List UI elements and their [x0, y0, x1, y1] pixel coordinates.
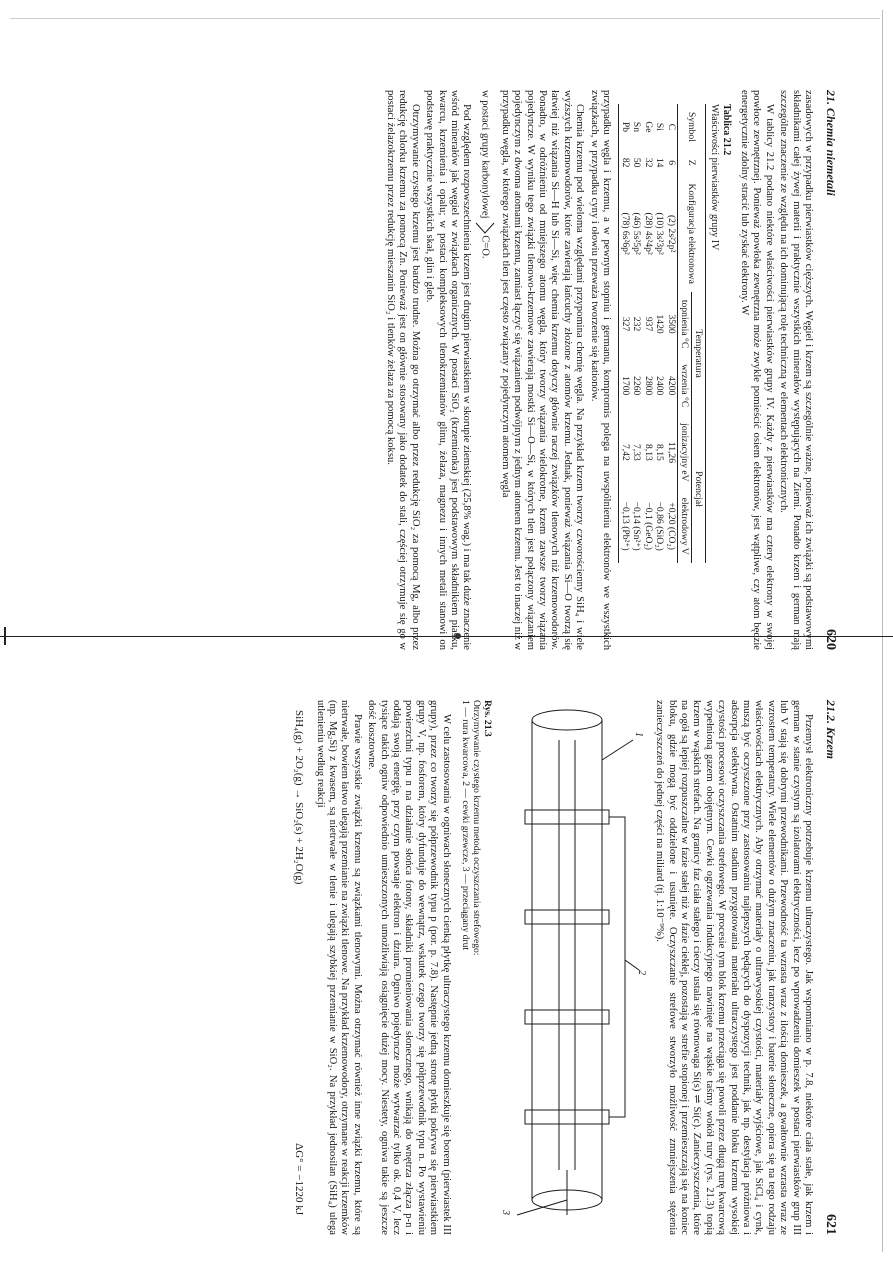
table-cell: (46) 5s²5p² — [631, 212, 643, 255]
table-row — [619, 104, 631, 563]
table-cell: Si — [654, 122, 666, 131]
paragraph: Pod względem rozpowszechnienia krzem jest drugim pierwiastkiem w skorupie ziemskiej (25,8% wag.) i ma tak duże znaczenie wśród minerałów jak węgiel w związkach organicznych. W postaci SiO₂ (krzemionka) jest podstawowym składnikiem piasku, kwarcu, krzemienia i opalu; w postaci kompleksowych tlenokrzemianów glinu, żelaza, magnezu i innych metali stanowi on podstawę praktycznie wszystkich skał, glin i gleb. — [424, 90, 473, 650]
page-621 — [118, 700, 838, 1235]
table-cell: 32 — [642, 157, 654, 168]
callout-label-1: 1 — [632, 732, 644, 737]
callout-label-3: 3 — [499, 1210, 511, 1215]
table-cell: 327 — [619, 292, 631, 356]
table-label: Tablica 21.2 — [720, 104, 732, 156]
paragraph: W tablicy 21.2 podano niektóre właściwości pierwiastków grupy IV. Każdy z pierwiastków ma cztery elektrony w swojej powłoce zewnętrznej. Ponieważ powłoka zewnętrzna może zwykle pomieścić osiem elektronów, jest wątpliwe, czy atom będzie energetycznie zdolny stracić lub zyskać elektrony. W — [738, 90, 775, 650]
paragraph: Otrzymywanie czystego krzemu jest bardzo trudne. Można go otrzymać albo przez redukcję SiO₂ za pomocą Mg, albo przez redukcję chlorku krzemu za pomocą Zn. Ponieważ jest on głównie stosowany jako dodatek do stali, częściej otrzymuje się go w postaci żelazokrzemu przez redukcję mieszanin SiO₂ i tlenków żelaza za pomocą koksu. — [384, 90, 421, 650]
carbonyl-line — [474, 90, 496, 650]
table-cell: −0,1 (GeO₂) — [642, 502, 654, 550]
carbonyl-text: w postaci grupy karbonylowej — [479, 90, 491, 219]
table-header: Symbol — [677, 104, 705, 150]
table-cell: 232 — [631, 316, 643, 332]
table-subheader: wrzenia °C — [677, 356, 691, 415]
table-cell: 14 — [654, 157, 666, 168]
table-cell: (28) 4s²4p² — [642, 212, 654, 255]
heating-coil — [525, 810, 609, 824]
page-header — [822, 700, 838, 1235]
table-cell: 2400 — [654, 376, 666, 396]
paragraph: przypadku węgla i krzemu, a w pewnym stopniu i germanu, kompromis polega na uwspólnieniu elektronów we wszystkich związkach, w przypadku cyny i ołowiu przeważa tworzenie się kationów. — [588, 90, 613, 650]
table-cell: Pb — [619, 104, 631, 150]
table-cell: 2260 — [631, 376, 643, 396]
table-subheader: topnienia °C — [677, 292, 691, 356]
callout-label-2: 2 — [635, 970, 647, 975]
table-subheader: jonizacyjny eV — [677, 415, 691, 489]
coil-connector — [609, 817, 625, 1117]
table-row — [654, 104, 666, 563]
table-cell: 6 — [665, 160, 677, 166]
reaction-equation — [293, 710, 305, 1215]
table-cell: Ge — [642, 121, 654, 133]
table-cell: 7,42 — [619, 415, 631, 489]
table-cell: (2) 2s²2p² — [665, 214, 677, 253]
table-cell: 3500 — [665, 314, 677, 334]
quartz-tube-end-left — [532, 710, 602, 730]
table-cell: 2800 — [642, 376, 654, 396]
page-header — [822, 90, 838, 650]
table-title: Właściwości pierwiastków grupy IV — [708, 104, 720, 251]
paragraph: zasadowych w przypadku pierwiastków cięższych. Węgiel i krzem są szczególnie ważne, ponieważ ich związki są podstawowymi składnikami całej żywej materii i praktycznie wszystkich minerałów występujących na Ziemi. Ponadto krzem i german mają szczególne znaczenie ze względu na ich dominującą rolę techniczną w elementach elektronicznych. — [778, 90, 814, 650]
table-header: Temperatura — [691, 292, 705, 415]
table-cell: 937 — [642, 316, 654, 332]
callout-line-2 — [625, 960, 639, 970]
table-cell: C — [665, 123, 677, 131]
table-cell: (78) 6s²6p² — [619, 175, 631, 291]
table-header: Potencjał — [691, 415, 705, 562]
table-caption — [708, 104, 732, 650]
callout-line-1 — [602, 740, 633, 760]
figure-legend: 1 — rura kwarcowa, 2 — cewki grzewcze, 3 — przeciągany drut — [459, 700, 471, 951]
figure-title: Otrzymywanie czystego krzemu metodą oczyszczania strefowego: — [470, 700, 482, 956]
table-cell: 11,26 — [665, 441, 677, 464]
heating-coil — [525, 1010, 609, 1024]
paragraph: W celu zastosowania w ogniwach słonecznych cienką płytkę ultraczystego krzemu domieszkuje się borem (pierwiastek III grupy), przez co tworzy się półprzewodnik typu p (por. p. 7.8). Następnie jedną stronę płytki pokrywa się pierwiastkiem grupy V, np. fosforem, który dyfunduje do wewnątrz, wskutek czego tworzy się półprzewodnik typu n. Po wystawieniu powierzchni typu n na działanie słońca fotony, składniki promieniowania słonecznego, wnikają do wnętrza złącza p-n i oddają swoją energię, przy czym powstaje elektron i dziura. Ogniwo pojedyncze może wytwarzać tylko ok. 0,4 V, lecz tysiące takich ogniw odpowiednio umieszczonych umożliwiają osiągnięcie dużej mocy. Niestety, ogniwa takie są jeszcze dość kosztowne. — [366, 700, 452, 1235]
silicon-rod — [559, 740, 575, 1170]
table-cell: −0,13 (Pb²⁺) — [619, 490, 631, 563]
callout-line-3 — [517, 1200, 567, 1215]
paragraph: Przemysł elektroniczny potrzebuje krzemu ultraczystego. Jak wspomniano w p. 7.8, niektóre ciała stałe, jak krzem i german w stanie czystym są izolatorami elektryczności, lecz po wprowadzeniu domieszek w postaci pierwiastków grup III lub V stają się dobrymi przewodnikami. Przewodność ta wzrasta wraz z ilością domieszek, a gwałtownie wzrasta wraz ze wzrostem temperatury. Wiele elementów o dużym znaczeniu, jak tranzystory i baterie słoneczne, opiera się na tego rodzaju właściwościach elektrycznych. Aby otrzymać materiały o ultrawysokiej czystości, materiały wyjściowe, jak SiCl₄ i cynk, muszą być oczyszczone przy zastosowaniu najlepszych będących do dyspozycji technik, jak np. destylacja próżniowa i adsorpcja selektywna. Ostatnim stadium przygotowania materiału ultraczystego jest poddanie bloku krzemu wysokiej czystości procesowi oczyszczania strefowego. W procesie tym blok krzemu przeciąga się powoli przez długą rurę kwarcową wypełnioną gazem obojętnym. Cewki ogrzewania indukcyjnego nawinięte na wąskie taśmy wokół rury (rys. 21.3) topią krzem w wąskich strefach. Na granicy faz ciała stałego i cieczy ustala się równowaga Si(s) ⇌ Si(c). Zanieczyszczenia, które na ogół są lepiej rozpuszczalne w fazie stałej niż w fazie ciekłej, pozostają w strefie stopionej i przemieszczają się na koniec bloku, gdzie mogą być oddzielone i usunięte. Oczyszczanie strefowe stworzyło możliwość zmniejszenia stężenia zanieczyszczeń do jednej części na miliard (tj. 1:10⁻⁹%). — [654, 700, 814, 1235]
heating-coil — [525, 1110, 609, 1124]
table-subheader: elektrodowy V — [677, 490, 691, 563]
equation-reaction: SiH₄(g) + 2O₂(g) → SiO₂(s) + 2H₂O(g) — [293, 710, 306, 885]
page-number: 620 — [823, 629, 838, 650]
table-cell: 1700 — [619, 356, 631, 415]
table-header: Z — [677, 150, 705, 176]
table-cell: 50 — [631, 157, 643, 168]
table-cell: 7,33 — [631, 444, 643, 461]
figure-caption — [460, 700, 493, 1235]
paragraph: Chemia krzemu pod wieloma względami przypomina chemię węgla. Na przykład krzem tworzy czworościenny SiH₄ i wiele wyższych krzemowodorów, które zawierają łańcuchy złożone z atomów krzemu. Jednak, ponieważ wiązania Si—O tworzą się łatwiej niż wiązania Si—H lub Si—Si, więc chemia krzemu dotyczy głównie raczej związków tlenowych niż krzemowodorów. Ponadto, w odróżnieniu od mniejszego atomu węgla, który tworzy wiązania wielokrotne, krzem zawsze tworzy wiązania pojedyncze. W wyniku tego związki tlenowo-krzemowe zawierają mostki Si—O—Si, w których tlen jest połączony wiązaniem pojedynczym z dwoma atomami krzemu, zamiast łączyć się wiązaniem podwójnym z jednym atomem krzemu. Jest to inaczej niż w przypadku węgla, w którego związkach tlen jest często związany z pojedynczym atomem węgla — [499, 90, 586, 650]
table-cell: 4200 — [665, 376, 677, 396]
table-cell: +0,20 (CO₂) — [665, 502, 677, 550]
page-divider-mark — [4, 627, 6, 645]
table-cell: 8,13 — [642, 444, 654, 461]
section-header: 21. Chemia niemetali — [824, 90, 838, 196]
table-row — [642, 104, 654, 563]
figure-label: Rys. 21.3 — [481, 700, 493, 737]
scan-edge-right — [882, 10, 883, 1252]
table-cell: −0,14 (Sn²⁺) — [631, 501, 643, 551]
section-header: 21.2. Krzem — [824, 700, 838, 760]
table-cell: −0,86 (SiO₂) — [654, 501, 666, 551]
table-row — [631, 104, 643, 563]
table-cell: 8,15 — [654, 444, 666, 461]
table-cell: 82 — [619, 150, 631, 176]
paragraph: Prawie wszystkie związki krzemu są związkami tlenowymi. Można otrzymać również inne związki krzemu, które są nietrwałe, bowiem łatwo ulegają przemianie na związki tlenowe. Na przykład krzemowodory, otrzymane w reakcji krzemków (np. Mg₂Si) z kwasem, są nietrwałe w tlenie i ulegają szybkiej przemianie w SiO₂. Na przykład jednosilan (SiH₄) ulega utlenieniu według reakcji — [314, 700, 363, 1235]
properties-table — [618, 104, 706, 563]
equation-gibbs-energy: ΔG° = −1220 kJ — [293, 1143, 306, 1215]
table-header: Konfiguracja elektronowa — [677, 175, 705, 291]
zone-refining-figure — [497, 700, 647, 1220]
carbonyl-bond-icon — [474, 221, 496, 235]
page-620 — [118, 90, 838, 650]
table-cell: 1420 — [654, 314, 666, 334]
heating-coil — [525, 910, 609, 924]
page-number: 621 — [823, 1214, 838, 1235]
table-cell: (10) 3s²3p² — [654, 212, 666, 255]
carbonyl-formula: C=O. — [479, 235, 491, 259]
table-row — [665, 104, 677, 563]
scan-edge-top — [10, 18, 880, 19]
table-cell: Sn — [631, 121, 643, 132]
zone-refining-diagram — [497, 700, 647, 1220]
